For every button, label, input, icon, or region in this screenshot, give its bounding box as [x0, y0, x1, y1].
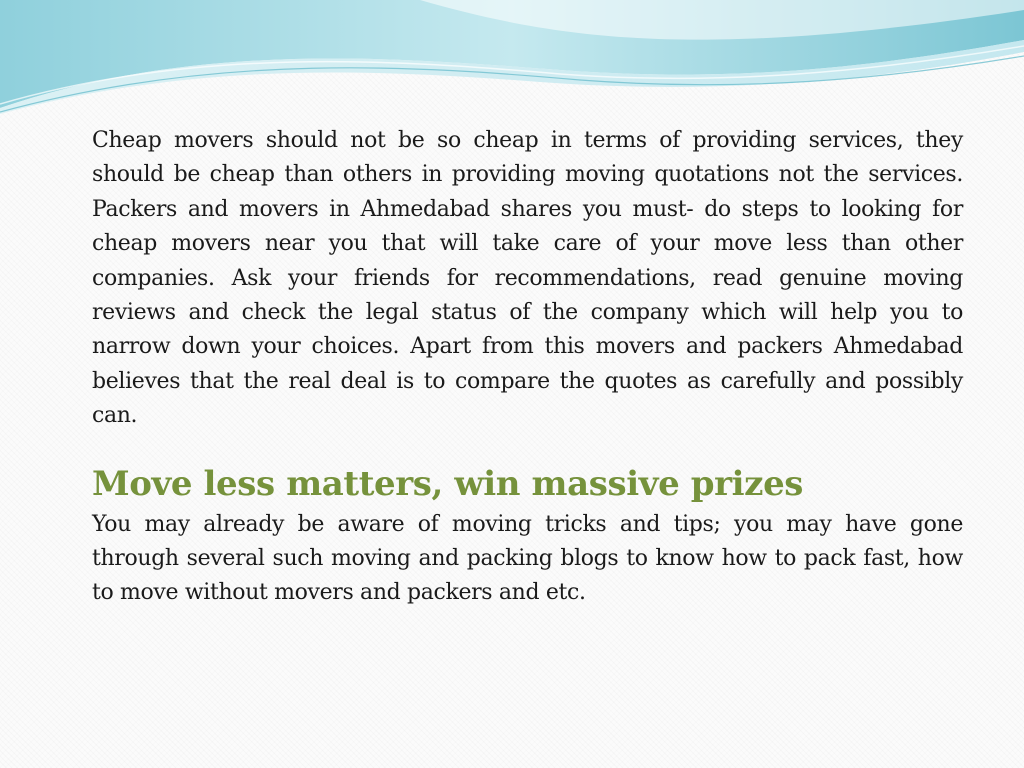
body-paragraph-2: You may already be aware of moving tricks and tips; you may have gone through several such moving and packing blogs to know how to pack fast, how to move without movers and packers and etc.	[92, 511, 963, 606]
decorative-wave-header	[0, 0, 1024, 120]
section-heading: Move less matters, win massive prizes	[92, 463, 804, 504]
body-paragraph-1: Cheap movers should not be so cheap in terms of providing services, they should be cheap than others in providing moving quotations not the services. Packers and movers in Ahmedabad shares you must- do steps to looking for cheap movers near you that will take care of your move less than other companies. Ask your friends for recommendations, read genuine moving reviews and check the legal status of the company which will help you to narrow down your choices. Apart from this movers and packers Ahmedabad believes that the real deal is to compare the quotes as carefully and possibly can.	[92, 128, 963, 429]
slide-content	[92, 124, 963, 611]
